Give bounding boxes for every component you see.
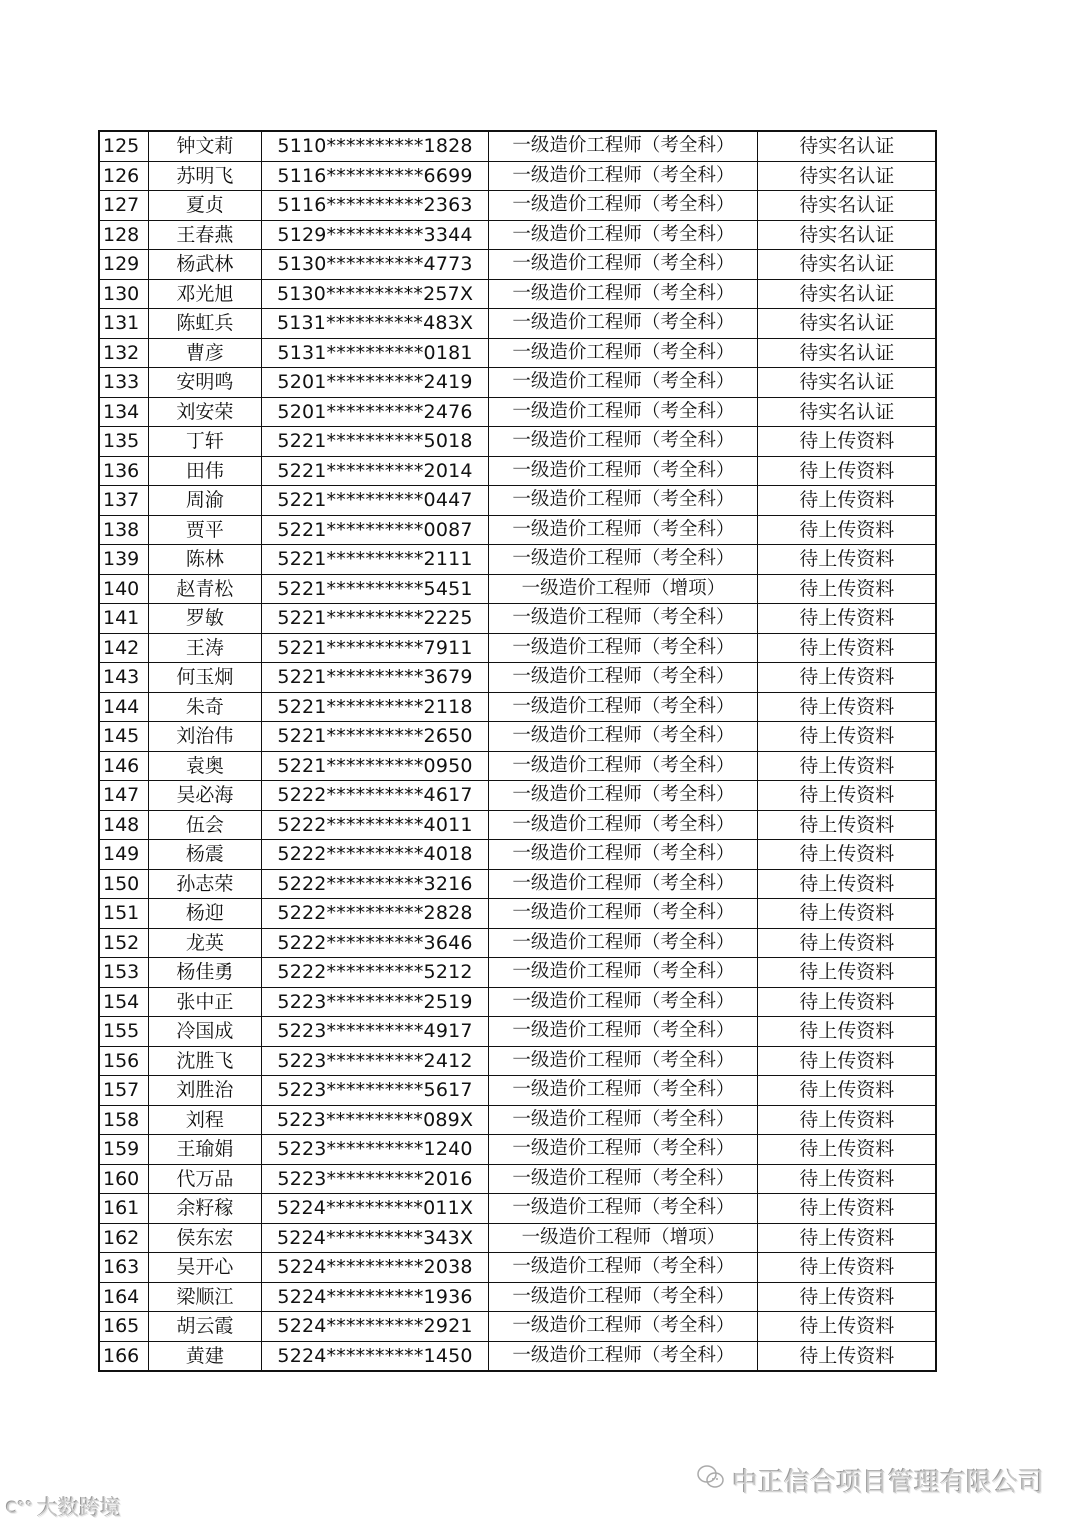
exam-type-cell: 一级造价工程师（考全科） bbox=[489, 250, 758, 280]
status-cell: 待上传资料 bbox=[758, 1046, 936, 1076]
exam-type-cell: 一级造价工程师（考全科） bbox=[489, 1282, 758, 1312]
candidate-name-cell: 黄建 bbox=[148, 1341, 261, 1371]
exam-type-cell: 一级造价工程师（考全科） bbox=[489, 604, 758, 634]
exam-type-cell: 一级造价工程师（考全科） bbox=[489, 722, 758, 752]
row-number-cell: 163 bbox=[99, 1253, 148, 1283]
candidate-name-cell: 刘治伟 bbox=[148, 722, 261, 752]
company-watermark bbox=[696, 1462, 1044, 1499]
row-number-cell: 131 bbox=[99, 309, 148, 339]
exam-type-cell: 一级造价工程师（考全科） bbox=[489, 161, 758, 191]
table-row bbox=[99, 161, 936, 191]
status-cell: 待上传资料 bbox=[758, 545, 936, 575]
table-row bbox=[99, 1076, 936, 1106]
status-cell: 待上传资料 bbox=[758, 781, 936, 811]
table-row bbox=[99, 309, 936, 339]
table-row bbox=[99, 515, 936, 545]
table-row bbox=[99, 486, 936, 516]
candidate-name-cell: 龙英 bbox=[148, 928, 261, 958]
id-number-cell: 5224**********2038 bbox=[261, 1253, 488, 1283]
status-cell: 待上传资料 bbox=[758, 456, 936, 486]
table-row bbox=[99, 1017, 936, 1047]
id-number-cell: 5222**********5212 bbox=[261, 958, 488, 988]
id-number-cell: 5221**********0447 bbox=[261, 486, 488, 516]
table-row bbox=[99, 840, 936, 870]
candidate-name-cell: 杨佳勇 bbox=[148, 958, 261, 988]
row-number-cell: 157 bbox=[99, 1076, 148, 1106]
candidate-name-cell: 孙志荣 bbox=[148, 869, 261, 899]
candidate-name-cell: 何玉炯 bbox=[148, 663, 261, 693]
exam-type-cell: 一级造价工程师（考全科） bbox=[489, 663, 758, 693]
logo-icon: C°° bbox=[6, 1497, 34, 1517]
row-number-cell: 141 bbox=[99, 604, 148, 634]
source-watermark bbox=[6, 1492, 121, 1522]
table-row bbox=[99, 545, 936, 575]
candidate-name-cell: 田伟 bbox=[148, 456, 261, 486]
table-row bbox=[99, 1135, 936, 1165]
id-number-cell: 5221**********0087 bbox=[261, 515, 488, 545]
exam-type-cell: 一级造价工程师（考全科） bbox=[489, 368, 758, 398]
row-number-cell: 125 bbox=[99, 131, 148, 161]
candidate-name-cell: 朱奇 bbox=[148, 692, 261, 722]
exam-type-cell: 一级造价工程师（考全科） bbox=[489, 1341, 758, 1371]
table-row bbox=[99, 1105, 936, 1135]
table-row bbox=[99, 1164, 936, 1194]
table-row bbox=[99, 633, 936, 663]
exam-type-cell: 一级造价工程师（考全科） bbox=[489, 545, 758, 575]
status-cell: 待实名认证 bbox=[758, 131, 936, 161]
id-number-cell: 5223**********4917 bbox=[261, 1017, 488, 1047]
row-number-cell: 126 bbox=[99, 161, 148, 191]
id-number-cell: 5222**********3646 bbox=[261, 928, 488, 958]
row-number-cell: 151 bbox=[99, 899, 148, 929]
row-number-cell: 143 bbox=[99, 663, 148, 693]
candidate-name-cell: 胡云霞 bbox=[148, 1312, 261, 1342]
row-number-cell: 146 bbox=[99, 751, 148, 781]
status-cell: 待实名认证 bbox=[758, 279, 936, 309]
id-number-cell: 5110**********1828 bbox=[261, 131, 488, 161]
status-cell: 待上传资料 bbox=[758, 633, 936, 663]
id-number-cell: 5221**********3679 bbox=[261, 663, 488, 693]
status-cell: 待上传资料 bbox=[758, 1105, 936, 1135]
exam-type-cell: 一级造价工程师（考全科） bbox=[489, 1046, 758, 1076]
row-number-cell: 140 bbox=[99, 574, 148, 604]
exam-type-cell: 一级造价工程师（考全科） bbox=[489, 456, 758, 486]
table-row bbox=[99, 279, 936, 309]
status-cell: 待上传资料 bbox=[758, 1076, 936, 1106]
status-cell: 待上传资料 bbox=[758, 663, 936, 693]
candidate-name-cell: 贾平 bbox=[148, 515, 261, 545]
candidate-name-cell: 张中正 bbox=[148, 987, 261, 1017]
id-number-cell: 5224**********2921 bbox=[261, 1312, 488, 1342]
exam-type-cell: 一级造价工程师（考全科） bbox=[489, 279, 758, 309]
candidate-name-cell: 伍会 bbox=[148, 810, 261, 840]
exam-type-cell: 一级造价工程师（考全科） bbox=[489, 781, 758, 811]
status-cell: 待上传资料 bbox=[758, 574, 936, 604]
candidate-name-cell: 杨迎 bbox=[148, 899, 261, 929]
id-number-cell: 5221**********2225 bbox=[261, 604, 488, 634]
candidate-name-cell: 杨武林 bbox=[148, 250, 261, 280]
status-cell: 待实名认证 bbox=[758, 220, 936, 250]
status-cell: 待上传资料 bbox=[758, 1164, 936, 1194]
row-number-cell: 142 bbox=[99, 633, 148, 663]
id-number-cell: 5224**********011X bbox=[261, 1194, 488, 1224]
status-cell: 待上传资料 bbox=[758, 899, 936, 929]
row-number-cell: 156 bbox=[99, 1046, 148, 1076]
status-cell: 待上传资料 bbox=[758, 486, 936, 516]
exam-type-cell: 一级造价工程师（考全科） bbox=[489, 869, 758, 899]
company-name: 中正信合项目管理有限公司 bbox=[731, 1468, 1044, 1498]
candidate-name-cell: 刘胜治 bbox=[148, 1076, 261, 1106]
row-number-cell: 150 bbox=[99, 869, 148, 899]
status-cell: 待实名认证 bbox=[758, 161, 936, 191]
id-number-cell: 5222**********2828 bbox=[261, 899, 488, 929]
candidate-name-cell: 梁顺江 bbox=[148, 1282, 261, 1312]
exam-type-cell: 一级造价工程师（考全科） bbox=[489, 1135, 758, 1165]
candidate-name-cell: 陈虹兵 bbox=[148, 309, 261, 339]
status-cell: 待上传资料 bbox=[758, 869, 936, 899]
row-number-cell: 138 bbox=[99, 515, 148, 545]
table-body bbox=[99, 131, 936, 1371]
candidate-table bbox=[98, 130, 937, 1372]
table-row bbox=[99, 574, 936, 604]
status-cell: 待上传资料 bbox=[758, 840, 936, 870]
exam-type-cell: 一级造价工程师（考全科） bbox=[489, 1076, 758, 1106]
table-row bbox=[99, 663, 936, 693]
row-number-cell: 152 bbox=[99, 928, 148, 958]
exam-type-cell: 一级造价工程师（考全科） bbox=[489, 1017, 758, 1047]
table-row bbox=[99, 692, 936, 722]
candidate-name-cell: 陈林 bbox=[148, 545, 261, 575]
table-row bbox=[99, 1223, 936, 1253]
exam-type-cell: 一级造价工程师（考全科） bbox=[489, 692, 758, 722]
candidate-name-cell: 钟文莉 bbox=[148, 131, 261, 161]
wechat-icon bbox=[696, 1463, 726, 1498]
row-number-cell: 162 bbox=[99, 1223, 148, 1253]
source-name: 大数跨境 bbox=[37, 1496, 122, 1520]
row-number-cell: 165 bbox=[99, 1312, 148, 1342]
id-number-cell: 5116**********6699 bbox=[261, 161, 488, 191]
row-number-cell: 154 bbox=[99, 987, 148, 1017]
exam-type-cell: 一级造价工程师（考全科） bbox=[489, 987, 758, 1017]
table-row bbox=[99, 869, 936, 899]
status-cell: 待上传资料 bbox=[758, 1282, 936, 1312]
table-row bbox=[99, 456, 936, 486]
exam-type-cell: 一级造价工程师（考全科） bbox=[489, 220, 758, 250]
id-number-cell: 5201**********2476 bbox=[261, 397, 488, 427]
id-number-cell: 5221**********5451 bbox=[261, 574, 488, 604]
table-row bbox=[99, 751, 936, 781]
candidate-name-cell: 吴必海 bbox=[148, 781, 261, 811]
exam-type-cell: 一级造价工程师（增项） bbox=[489, 1223, 758, 1253]
id-number-cell: 5221**********5018 bbox=[261, 427, 488, 457]
id-number-cell: 5221**********7911 bbox=[261, 633, 488, 663]
status-cell: 待上传资料 bbox=[758, 928, 936, 958]
exam-type-cell: 一级造价工程师（考全科） bbox=[489, 515, 758, 545]
exam-type-cell: 一级造价工程师（考全科） bbox=[489, 958, 758, 988]
exam-type-cell: 一级造价工程师（考全科） bbox=[489, 899, 758, 929]
status-cell: 待上传资料 bbox=[758, 692, 936, 722]
id-number-cell: 5223**********2016 bbox=[261, 1164, 488, 1194]
table-row bbox=[99, 928, 936, 958]
table-row bbox=[99, 722, 936, 752]
row-number-cell: 127 bbox=[99, 191, 148, 221]
table-row bbox=[99, 1194, 936, 1224]
candidate-name-cell: 苏明飞 bbox=[148, 161, 261, 191]
table-row bbox=[99, 131, 936, 161]
row-number-cell: 148 bbox=[99, 810, 148, 840]
status-cell: 待实名认证 bbox=[758, 250, 936, 280]
id-number-cell: 5201**********2419 bbox=[261, 368, 488, 398]
exam-type-cell: 一级造价工程师（考全科） bbox=[489, 928, 758, 958]
exam-type-cell: 一级造价工程师（考全科） bbox=[489, 633, 758, 663]
status-cell: 待上传资料 bbox=[758, 427, 936, 457]
exam-type-cell: 一级造价工程师（考全科） bbox=[489, 810, 758, 840]
row-number-cell: 133 bbox=[99, 368, 148, 398]
id-number-cell: 5221**********2014 bbox=[261, 456, 488, 486]
row-number-cell: 129 bbox=[99, 250, 148, 280]
status-cell: 待上传资料 bbox=[758, 515, 936, 545]
table-row bbox=[99, 338, 936, 368]
candidate-name-cell: 刘安荣 bbox=[148, 397, 261, 427]
id-number-cell: 5221**********0950 bbox=[261, 751, 488, 781]
id-number-cell: 5221**********2118 bbox=[261, 692, 488, 722]
row-number-cell: 145 bbox=[99, 722, 148, 752]
row-number-cell: 137 bbox=[99, 486, 148, 516]
id-number-cell: 5222**********3216 bbox=[261, 869, 488, 899]
exam-type-cell: 一级造价工程师（考全科） bbox=[489, 309, 758, 339]
candidate-name-cell: 罗敏 bbox=[148, 604, 261, 634]
status-cell: 待上传资料 bbox=[758, 1341, 936, 1371]
candidate-name-cell: 冷国成 bbox=[148, 1017, 261, 1047]
row-number-cell: 160 bbox=[99, 1164, 148, 1194]
status-cell: 待上传资料 bbox=[758, 1253, 936, 1283]
id-number-cell: 5221**********2111 bbox=[261, 545, 488, 575]
row-number-cell: 128 bbox=[99, 220, 148, 250]
status-cell: 待实名认证 bbox=[758, 309, 936, 339]
id-number-cell: 5130**********4773 bbox=[261, 250, 488, 280]
exam-type-cell: 一级造价工程师（考全科） bbox=[489, 338, 758, 368]
exam-type-cell: 一级造价工程师（考全科） bbox=[489, 191, 758, 221]
table-row bbox=[99, 1282, 936, 1312]
status-cell: 待上传资料 bbox=[758, 722, 936, 752]
id-number-cell: 5116**********2363 bbox=[261, 191, 488, 221]
id-number-cell: 5223**********2519 bbox=[261, 987, 488, 1017]
candidate-name-cell: 安明鸣 bbox=[148, 368, 261, 398]
status-cell: 待上传资料 bbox=[758, 751, 936, 781]
status-cell: 待实名认证 bbox=[758, 397, 936, 427]
row-number-cell: 155 bbox=[99, 1017, 148, 1047]
row-number-cell: 130 bbox=[99, 279, 148, 309]
status-cell: 待上传资料 bbox=[758, 604, 936, 634]
exam-type-cell: 一级造价工程师（考全科） bbox=[489, 1253, 758, 1283]
exam-type-cell: 一级造价工程师（考全科） bbox=[489, 1312, 758, 1342]
table-row bbox=[99, 958, 936, 988]
candidate-name-cell: 丁轩 bbox=[148, 427, 261, 457]
status-cell: 待上传资料 bbox=[758, 1223, 936, 1253]
id-number-cell: 5223**********089X bbox=[261, 1105, 488, 1135]
id-number-cell: 5129**********3344 bbox=[261, 220, 488, 250]
id-number-cell: 5221**********2650 bbox=[261, 722, 488, 752]
exam-type-cell: 一级造价工程师（考全科） bbox=[489, 131, 758, 161]
id-number-cell: 5224**********343X bbox=[261, 1223, 488, 1253]
table-row bbox=[99, 191, 936, 221]
id-number-cell: 5223**********1240 bbox=[261, 1135, 488, 1165]
id-number-cell: 5222**********4617 bbox=[261, 781, 488, 811]
row-number-cell: 147 bbox=[99, 781, 148, 811]
exam-type-cell: 一级造价工程师（增项） bbox=[489, 574, 758, 604]
table-row bbox=[99, 810, 936, 840]
table-row bbox=[99, 427, 936, 457]
row-number-cell: 164 bbox=[99, 1282, 148, 1312]
table-row bbox=[99, 397, 936, 427]
table-row bbox=[99, 781, 936, 811]
candidate-name-cell: 曹彦 bbox=[148, 338, 261, 368]
candidate-name-cell: 侯东宏 bbox=[148, 1223, 261, 1253]
status-cell: 待上传资料 bbox=[758, 958, 936, 988]
status-cell: 待上传资料 bbox=[758, 810, 936, 840]
candidate-name-cell: 余籽稼 bbox=[148, 1194, 261, 1224]
status-cell: 待上传资料 bbox=[758, 1017, 936, 1047]
status-cell: 待上传资料 bbox=[758, 987, 936, 1017]
status-cell: 待上传资料 bbox=[758, 1194, 936, 1224]
candidate-name-cell: 刘程 bbox=[148, 1105, 261, 1135]
candidate-name-cell: 王瑜娟 bbox=[148, 1135, 261, 1165]
table-row bbox=[99, 368, 936, 398]
row-number-cell: 136 bbox=[99, 456, 148, 486]
status-cell: 待上传资料 bbox=[758, 1135, 936, 1165]
row-number-cell: 158 bbox=[99, 1105, 148, 1135]
candidate-name-cell: 沈胜飞 bbox=[148, 1046, 261, 1076]
table-row bbox=[99, 987, 936, 1017]
id-number-cell: 5222**********4011 bbox=[261, 810, 488, 840]
candidate-name-cell: 吴开心 bbox=[148, 1253, 261, 1283]
id-number-cell: 5131**********483X bbox=[261, 309, 488, 339]
table-row bbox=[99, 604, 936, 634]
exam-type-cell: 一级造价工程师（考全科） bbox=[489, 751, 758, 781]
candidate-name-cell: 代万品 bbox=[148, 1164, 261, 1194]
id-number-cell: 5224**********1936 bbox=[261, 1282, 488, 1312]
candidate-name-cell: 周渝 bbox=[148, 486, 261, 516]
candidate-name-cell: 夏贞 bbox=[148, 191, 261, 221]
exam-type-cell: 一级造价工程师（考全科） bbox=[489, 397, 758, 427]
row-number-cell: 161 bbox=[99, 1194, 148, 1224]
status-cell: 待实名认证 bbox=[758, 191, 936, 221]
table-row bbox=[99, 1312, 936, 1342]
row-number-cell: 139 bbox=[99, 545, 148, 575]
row-number-cell: 134 bbox=[99, 397, 148, 427]
id-number-cell: 5222**********4018 bbox=[261, 840, 488, 870]
row-number-cell: 144 bbox=[99, 692, 148, 722]
id-number-cell: 5130**********257X bbox=[261, 279, 488, 309]
id-number-cell: 5223**********2412 bbox=[261, 1046, 488, 1076]
status-cell: 待上传资料 bbox=[758, 1312, 936, 1342]
row-number-cell: 159 bbox=[99, 1135, 148, 1165]
status-cell: 待实名认证 bbox=[758, 368, 936, 398]
exam-type-cell: 一级造价工程师（考全科） bbox=[489, 1194, 758, 1224]
row-number-cell: 132 bbox=[99, 338, 148, 368]
candidate-name-cell: 袁奥 bbox=[148, 751, 261, 781]
candidate-name-cell: 杨震 bbox=[148, 840, 261, 870]
table-row bbox=[99, 1046, 936, 1076]
row-number-cell: 153 bbox=[99, 958, 148, 988]
table-row bbox=[99, 1341, 936, 1371]
candidate-name-cell: 王涛 bbox=[148, 633, 261, 663]
table-row bbox=[99, 250, 936, 280]
exam-type-cell: 一级造价工程师（考全科） bbox=[489, 840, 758, 870]
status-cell: 待实名认证 bbox=[758, 338, 936, 368]
row-number-cell: 135 bbox=[99, 427, 148, 457]
candidate-name-cell: 邓光旭 bbox=[148, 279, 261, 309]
id-number-cell: 5224**********1450 bbox=[261, 1341, 488, 1371]
candidate-name-cell: 赵青松 bbox=[148, 574, 261, 604]
exam-type-cell: 一级造价工程师（考全科） bbox=[489, 486, 758, 516]
id-number-cell: 5131**********0181 bbox=[261, 338, 488, 368]
exam-type-cell: 一级造价工程师（考全科） bbox=[489, 1164, 758, 1194]
row-number-cell: 166 bbox=[99, 1341, 148, 1371]
id-number-cell: 5223**********5617 bbox=[261, 1076, 488, 1106]
candidate-name-cell: 王春燕 bbox=[148, 220, 261, 250]
row-number-cell: 149 bbox=[99, 840, 148, 870]
table-row bbox=[99, 1253, 936, 1283]
exam-type-cell: 一级造价工程师（考全科） bbox=[489, 427, 758, 457]
table-row bbox=[99, 899, 936, 929]
exam-type-cell: 一级造价工程师（考全科） bbox=[489, 1105, 758, 1135]
table-row bbox=[99, 220, 936, 250]
